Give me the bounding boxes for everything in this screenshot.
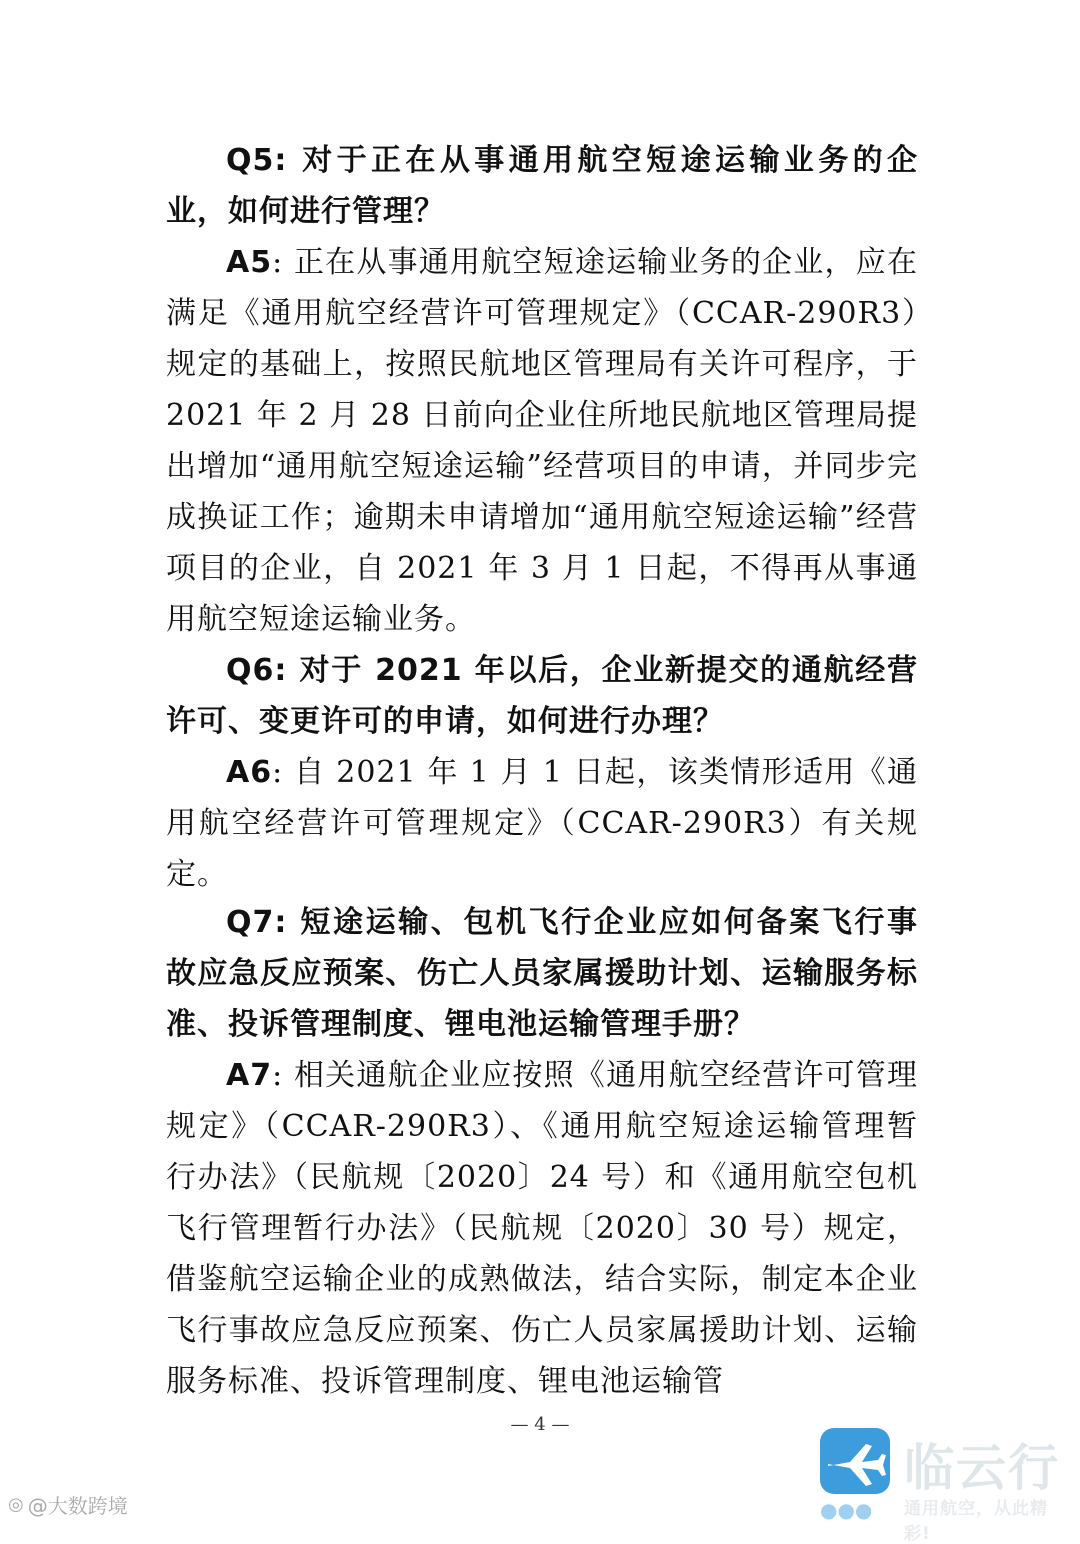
a6-label: A6 <box>226 755 273 790</box>
q6-text: : 对于 2021 年以后，企业新提交的通航经营许可、变更许可的申请，如何进行办理？ <box>166 653 918 739</box>
brand-subtitle: 通用航空，从此精彩! <box>904 1499 1048 1544</box>
q7-label: Q7 <box>226 905 275 940</box>
a5-label: A5 <box>226 245 273 280</box>
answer-a7 <box>166 1050 918 1407</box>
a5-text: : 正在从事通用航空短途运输业务的企业，应在满足《通用航空经营许可管理规定》（CCAR-290R3）规定的基础上，按照民航地区管理局有关许可程序，于 2021 年 2 月 28 日前向企业住所地民航地区管理局提出增加“通用航空短途运输”经营项目的申请，并同步完成换证工作；逾期未申请增加“通用航空短途运输”经营项目的企业，自 2021 年 3 月 1 日起，不得再从事通用航空短途运输业务。 <box>166 245 918 637</box>
a7-label: A7 <box>226 1058 273 1093</box>
q6-label: Q6 <box>226 653 275 688</box>
q5-text: : 对于正在从事通用航空短途运输业务的企业，如何进行管理？ <box>166 143 918 229</box>
page-number: — 4 — <box>510 1414 570 1435</box>
question-q7 <box>166 897 918 1050</box>
watermark-text: @大数跨境 <box>27 1494 128 1518</box>
a6-text: : 自 2021 年 1 月 1 日起，该类情形适用《通用航空经营许可管理规定》（CCAR-290R3）有关规定。 <box>166 755 918 892</box>
weibo-icon: ◎ <box>8 1494 24 1515</box>
a7-text: : 相关通航企业应按照《通用航空经营许可管理规定》（CCAR-290R3）、《通用航空短途运输管理暂行办法》（民航规〔2020〕24 号）和《通用航空包机飞行管理暂行办法》（民航规〔2020〕30 号）规定，借鉴航空运输企业的成熟做法，结合实际，制定本企业飞行事故应急反应预案、伤亡人员家属援助计划、运输服务标准、投诉管理制度、锂电池运输管 <box>166 1058 918 1399</box>
question-q5 <box>166 135 918 237</box>
airplane-icon <box>820 1428 890 1494</box>
answer-a6 <box>166 747 918 900</box>
q7-text: : 短途运输、包机飞行企业应如何备案飞行事故应急反应预案、伤亡人员家属援助计划、运输服务标准、投诉管理制度、锂电池运输管理手册？ <box>166 905 918 1042</box>
question-q6 <box>166 645 918 747</box>
cloud-dots-icon: ●●● <box>820 1498 873 1522</box>
brand-title: 临云行 <box>904 1439 1060 1497</box>
brand-logo <box>820 1428 890 1494</box>
answer-a5 <box>166 237 918 645</box>
brand-watermark <box>820 1428 1070 1544</box>
watermark-left <box>8 1490 128 1519</box>
q5-label: Q5 <box>226 143 275 178</box>
